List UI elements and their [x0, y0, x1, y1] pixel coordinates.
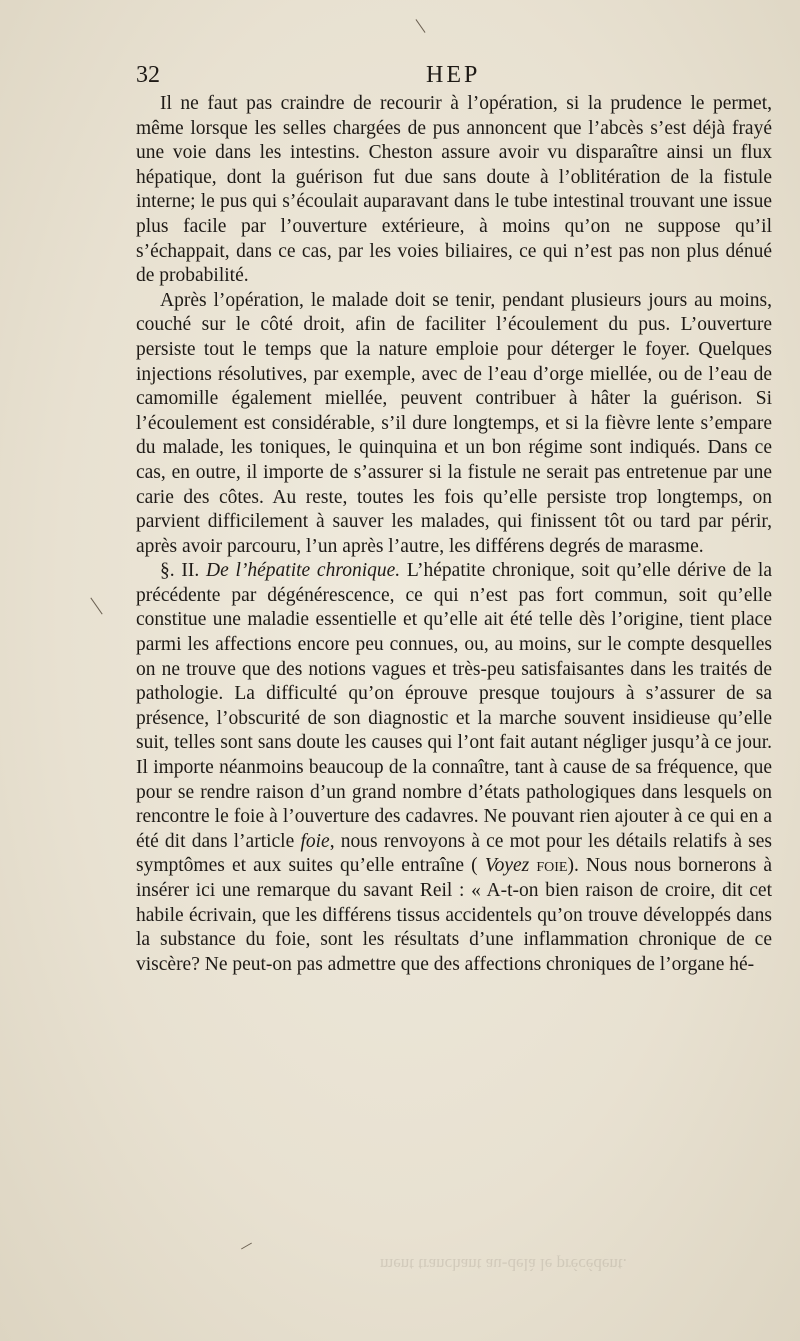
body-text	[136, 92, 772, 977]
section-number: §. II.	[160, 560, 200, 582]
paragraph	[136, 559, 772, 977]
see-reference: Voyez	[484, 855, 530, 877]
running-head: HEP	[426, 62, 481, 88]
ink-mark	[90, 598, 102, 615]
page-header	[136, 62, 772, 92]
paragraph-text: , nous renvoyons à ce mot pour les détails relatifs à ses symptômes et aux suites qu’elle entraîne (	[136, 830, 773, 877]
ink-mark	[416, 19, 426, 33]
paragraph-text: L’hépatite chronique, soit qu’elle dérive de la précédente par dégénérescence, ce qui n’est pas fort commun, soit qu’elle constitue une maladie essentielle et qu’elle ait été telle dès l’origine, tient place parmi les affections encore peu connues, ou, au moins, sur le compte desquelles on ne trouve que des notions vagues et très-peu satisfaisantes dans les traités de pathologie. La difficulté qu’on éprouve presque toujours à s’assurer de sa présence, l’obscurité de son diagnostic et la marche souvent insidieuse qu’elle suit, telles sont sans doute les causes qui l’ont fait autant négliger jusqu’à ce jour. Il importe néanmoins beaucoup de la connaître, tant à cause de sa fréquence, que pour se rendre raison d’un grand nombre d’états pathologiques dans lesquels on rencontre le foie à l’ouverture des cadavres. Ne pouvant rien ajouter à ce qui en a été dit dans l’article	[136, 560, 773, 852]
page-number: 32	[136, 62, 160, 88]
ink-mark	[241, 1243, 252, 1250]
paragraph	[136, 92, 772, 289]
paragraph-text: Après l’opération, le malade doit se tenir, pendant plusieurs jours au moins, couché sur le côté droit, afin de faciliter l’écoulement du pus. L’ouverture persiste tout le temps que la nature emploie pour déterger le foyer. Quelques injections résolutives, par exemple, avec de l’eau d’orge miellée, ou de l’eau de camomille également miellée, peuvent contribuer à hâter la guérison. Si l’écoulement est considérable, s’il dure longtemps, et si la fièvre lente s’empare du malade, les toniques, le quinquina et un bon régime sont indiqués. Dans ce cas, en outre, il importe de s’assurer si la fistule ne serait pas entretenue par une carie des côtes. Au reste, toutes les fois qu’elle persiste trop longtemps, on parvient difficilement à sauver les malades, qui finissent tôt ou tard par périr, après avoir parcouru, l’un après l’autre, les différens degrés de marasme.	[136, 289, 772, 557]
paragraph-text: Il ne faut pas craindre de recourir à l’opération, si la prudence le permet, même lorsque les selles chargées de pus annoncent que l’abcès s’est déjà frayé une voie dans les intestins. Cheston assure avoir vu disparaître ainsi un flux hépatique, dont la guérison fut due sans doute à l’oblitération de la fistule interne; le pus qui s’écoulait auparavant dans le tube intestinal trouvant une issue plus facile par l’ouverture extérieure, à moins qu’on ne suppose qu’il s’échappait, dans ce cas, par les voies biliaires, ce qui n’est pas non plus dénué de probabilité.	[136, 93, 772, 287]
paragraph	[136, 289, 772, 560]
paragraph-text: ). Nous nous bornerons à insérer ici une remarque du savant Reil : « A-t-on bien raison de croire, dit cet habile écrivain, que les différens tissus accidentels qu’on trouve développés dans la substance du foie, sont les résultats d’une inflammation chronique de ce viscère? Ne peut-on pas admettre que des affections chroniques de l’organe hé-	[136, 855, 773, 975]
show-through-text: ment tranchant au-delà le précédent.	[380, 1255, 627, 1274]
section-title: De l’hépatite chronique.	[205, 560, 401, 582]
cross-reference: foie	[536, 855, 568, 877]
cross-reference: foie	[300, 830, 330, 852]
